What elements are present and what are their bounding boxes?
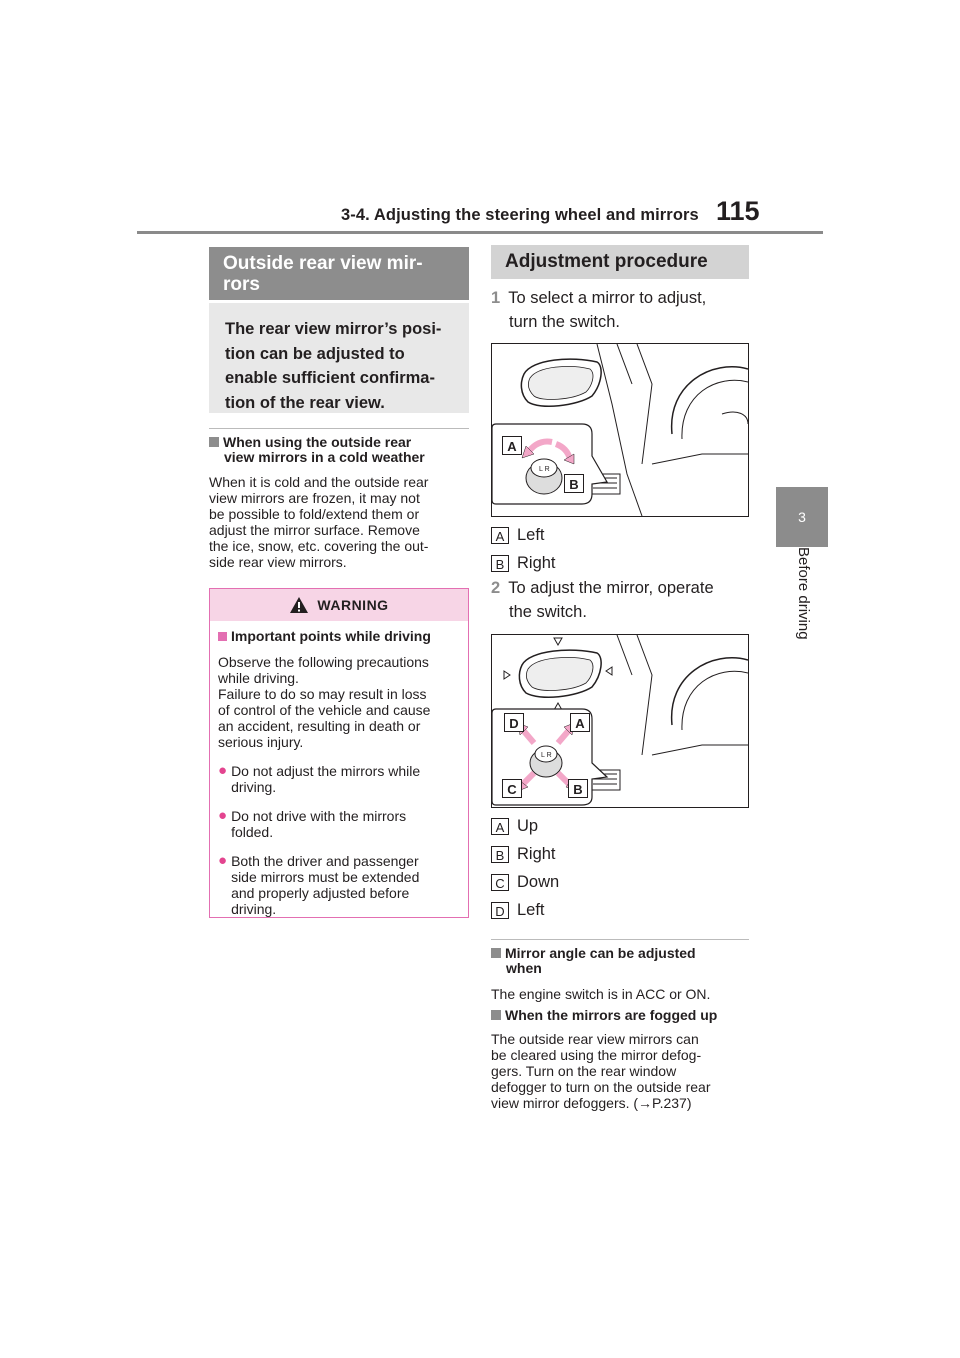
divider — [491, 939, 749, 940]
mirror-select-illustration — [491, 343, 749, 517]
cold-weather-text: When it is cold and the outside rear view mirrors are frozen, it may not be possible to fold/extend them or adjust the mirror surface. Remove the ice, snow, etc. covering the out- side rear view mirrors. — [209, 474, 429, 570]
section-heading-outside-mirrors: Outside rear view mir- rors — [209, 247, 469, 300]
fogged-up-text: The outside rear view mirrors can be cleared using the mirror defog- gers. Turn on the rear window defogger to turn on the outside rear view mirror defoggers. (→P.237) — [491, 1031, 711, 1111]
legend-item: A Left — [491, 524, 749, 546]
legend-item: B Right — [491, 843, 749, 865]
warning-header — [210, 589, 468, 621]
bullet-dot-icon: ● — [218, 807, 228, 824]
mirror-adjust-illustration — [491, 634, 749, 808]
bullet-dot-icon: ● — [218, 852, 228, 869]
warning-bullet: ● Both the driver and passenger side mirrors must be extended and properly adjusted before driving. — [218, 852, 420, 917]
callout-b: B — [568, 779, 588, 798]
warning-subtitle: Important points while driving — [218, 629, 460, 644]
callout-d: D — [504, 713, 524, 732]
callout-b: B — [564, 474, 584, 493]
bullet-dot-icon: ● — [218, 762, 228, 779]
fogged-up-title: When the mirrors are fogged up — [491, 1008, 753, 1023]
warning-paragraph: Observe the following precautions while driving. Failure to do so may result in loss of control of the vehicle and cause an accident, resulting in death or serious injury. — [218, 654, 431, 750]
callout-a: A — [502, 436, 522, 455]
chapter-title: 3-4. Adjusting the steering wheel and mirrors — [341, 206, 699, 224]
figure-2-legend — [491, 815, 749, 921]
divider — [209, 428, 469, 429]
arrow-right-icon: → — [638, 1095, 653, 1111]
callout-c: C — [502, 779, 522, 798]
chapter-tab-label: Before driving — [795, 547, 812, 640]
warning-triangle-icon — [289, 596, 309, 614]
mirror-angle-text: The engine switch is in ACC or ON. — [491, 986, 711, 1002]
step-2: 2 To adjust the mirror, operate the switch. — [491, 579, 714, 621]
chapter-tab[interactable]: 3 — [776, 487, 828, 547]
mirror-angle-title: Mirror angle can be adjusted when — [491, 946, 753, 976]
legend-item: D Left — [491, 899, 749, 921]
page-number: 115 — [716, 196, 760, 226]
step-1: 1 To select a mirror to adjust, turn the switch. — [491, 289, 707, 331]
svg-text:L R: L R — [541, 752, 552, 759]
car-interior-drawing — [492, 635, 748, 807]
legend-item: C Down — [491, 871, 749, 893]
warning-bullet: ● Do not drive with the mirrors folded. — [218, 807, 407, 840]
section-summary: The rear view mirror’s posi- tion can be adjusted to enable sufficient confirma- tion of the rear view. — [209, 303, 469, 413]
warning-box — [209, 588, 469, 918]
section-heading-adjustment: Adjustment procedure — [491, 245, 749, 279]
callout-a: A — [570, 713, 590, 732]
cold-weather-title: When using the outside rear view mirrors in a cold weather — [209, 435, 469, 465]
figure-1-legend — [491, 524, 749, 574]
svg-text:L R: L R — [539, 466, 550, 473]
page-reference-link[interactable]: P.237) — [652, 1095, 692, 1111]
warning-bullet: ● Do not adjust the mirrors while driving. — [218, 762, 421, 795]
car-interior-drawing — [492, 344, 748, 516]
legend-item: A Up — [491, 815, 749, 837]
header-rule — [137, 231, 823, 234]
legend-item: B Right — [491, 552, 749, 574]
warning-title: WARNING — [317, 597, 389, 613]
